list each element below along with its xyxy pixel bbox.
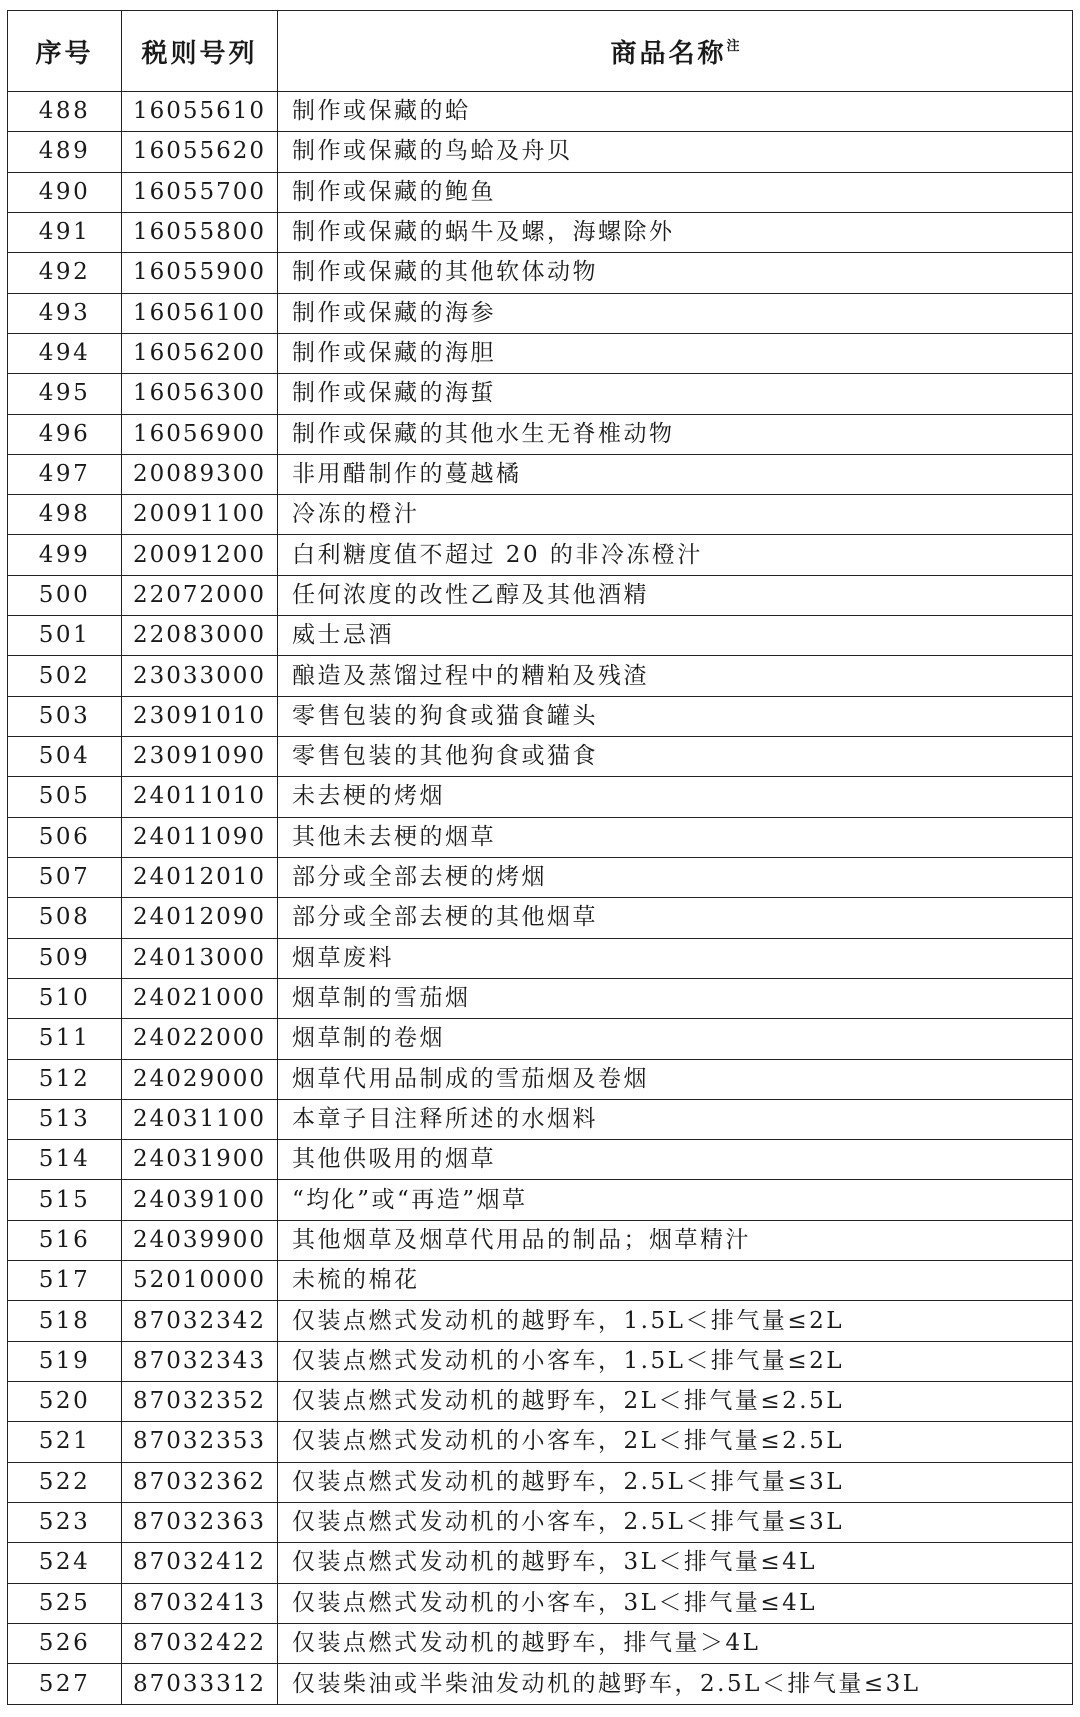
product-name-cell: 其他烟草及烟草代用品的制品；烟草精汁 xyxy=(278,1220,1073,1260)
tariff-code-cell: 24029000 xyxy=(122,1059,278,1099)
tariff-code-cell: 16056300 xyxy=(122,374,278,414)
product-name-cell: 部分或全部去梗的其他烟草 xyxy=(278,898,1073,938)
serial-number-cell: 491 xyxy=(8,212,122,252)
product-name-cell: 仅装点燃式发动机的小客车，2L＜排气量≤2.5L xyxy=(278,1422,1073,1462)
table-row xyxy=(8,1583,1073,1623)
tariff-code-cell: 16055610 xyxy=(122,92,278,132)
serial-number-cell: 517 xyxy=(8,1261,122,1301)
product-name-cell: 酿造及蒸馏过程中的糟粕及残渣 xyxy=(278,656,1073,696)
table-row xyxy=(8,1462,1073,1502)
product-name-cell: 制作或保藏的海参 xyxy=(278,293,1073,333)
table-row xyxy=(8,1502,1073,1542)
product-name-cell: 制作或保藏的鲍鱼 xyxy=(278,172,1073,212)
table-row xyxy=(8,1099,1073,1139)
product-name-cell: “均化”或“再造”烟草 xyxy=(278,1180,1073,1220)
header-serial-number: 序号 xyxy=(8,11,122,92)
tariff-code-cell: 87032412 xyxy=(122,1543,278,1583)
serial-number-cell: 508 xyxy=(8,898,122,938)
table-row xyxy=(8,1261,1073,1301)
table-row xyxy=(8,575,1073,615)
table-row xyxy=(8,495,1073,535)
tariff-code-cell: 20091100 xyxy=(122,495,278,535)
tariff-code-cell: 24039100 xyxy=(122,1180,278,1220)
tariff-code-cell: 24012010 xyxy=(122,857,278,897)
tariff-code-cell: 20089300 xyxy=(122,454,278,494)
product-name-cell: 零售包装的其他狗食或猫食 xyxy=(278,737,1073,777)
header-note-mark: 注 xyxy=(726,38,740,54)
header-tariff-code: 税则号列 xyxy=(122,11,278,92)
table-row xyxy=(8,817,1073,857)
table-row xyxy=(8,616,1073,656)
product-name-cell: 仅装点燃式发动机的小客车，1.5L＜排气量≤2L xyxy=(278,1341,1073,1381)
product-name-cell: 制作或保藏的其他水生无脊椎动物 xyxy=(278,414,1073,454)
table-row xyxy=(8,132,1073,172)
table-row xyxy=(8,1180,1073,1220)
serial-number-cell: 490 xyxy=(8,172,122,212)
table-row xyxy=(8,333,1073,373)
serial-number-cell: 488 xyxy=(8,92,122,132)
serial-number-cell: 518 xyxy=(8,1301,122,1341)
serial-number-cell: 519 xyxy=(8,1341,122,1381)
table-header xyxy=(8,11,1073,92)
product-name-cell: 威士忌酒 xyxy=(278,616,1073,656)
tariff-code-cell: 16056900 xyxy=(122,414,278,454)
serial-number-cell: 510 xyxy=(8,978,122,1018)
table-row xyxy=(8,293,1073,333)
serial-number-cell: 499 xyxy=(8,535,122,575)
serial-number-cell: 521 xyxy=(8,1422,122,1462)
tariff-code-cell: 16055700 xyxy=(122,172,278,212)
serial-number-cell: 507 xyxy=(8,857,122,897)
table-row xyxy=(8,92,1073,132)
serial-number-cell: 506 xyxy=(8,817,122,857)
header-product-name xyxy=(278,11,1073,92)
product-name-cell: 制作或保藏的蛤 xyxy=(278,92,1073,132)
tariff-code-cell: 20091200 xyxy=(122,535,278,575)
table-row xyxy=(8,1301,1073,1341)
serial-number-cell: 509 xyxy=(8,938,122,978)
tariff-code-cell: 24011010 xyxy=(122,777,278,817)
table-row xyxy=(8,414,1073,454)
product-name-cell: 仅装点燃式发动机的小客车，2.5L＜排气量≤3L xyxy=(278,1502,1073,1542)
table-row xyxy=(8,1341,1073,1381)
tariff-code-cell: 22083000 xyxy=(122,616,278,656)
table-row xyxy=(8,374,1073,414)
product-name-cell: 烟草代用品制成的雪茄烟及卷烟 xyxy=(278,1059,1073,1099)
tariff-code-cell: 87032362 xyxy=(122,1462,278,1502)
serial-number-cell: 514 xyxy=(8,1140,122,1180)
serial-number-cell: 501 xyxy=(8,616,122,656)
table-row xyxy=(8,1220,1073,1260)
product-name-cell: 仅装柴油或半柴油发动机的越野车，2.5L＜排气量≤3L xyxy=(278,1664,1073,1705)
header-product-name-text: 商品名称 xyxy=(610,38,727,69)
serial-number-cell: 525 xyxy=(8,1583,122,1623)
product-name-cell: 仅装点燃式发动机的小客车，3L＜排气量≤4L xyxy=(278,1583,1073,1623)
serial-number-cell: 497 xyxy=(8,454,122,494)
tariff-code-cell: 23033000 xyxy=(122,656,278,696)
tariff-code-cell: 24031900 xyxy=(122,1140,278,1180)
product-name-cell: 仅装点燃式发动机的越野车，2.5L＜排气量≤3L xyxy=(278,1462,1073,1502)
serial-number-cell: 515 xyxy=(8,1180,122,1220)
tariff-code-cell: 24031100 xyxy=(122,1099,278,1139)
tariff-code-cell: 24011090 xyxy=(122,817,278,857)
table-row xyxy=(8,253,1073,293)
tariff-code-cell: 23091010 xyxy=(122,696,278,736)
tariff-code-cell: 24012090 xyxy=(122,898,278,938)
serial-number-cell: 512 xyxy=(8,1059,122,1099)
product-name-cell: 仅装点燃式发动机的越野车，2L＜排气量≤2.5L xyxy=(278,1382,1073,1422)
product-name-cell: 制作或保藏的鸟蛤及舟贝 xyxy=(278,132,1073,172)
serial-number-cell: 494 xyxy=(8,333,122,373)
tariff-code-cell: 87033312 xyxy=(122,1664,278,1705)
table-row xyxy=(8,857,1073,897)
product-name-cell: 仅装点燃式发动机的越野车，排气量＞4L xyxy=(278,1623,1073,1663)
tariff-code-cell: 22072000 xyxy=(122,575,278,615)
product-name-cell: 制作或保藏的蜗牛及螺，海螺除外 xyxy=(278,212,1073,252)
tariff-code-cell: 16056200 xyxy=(122,333,278,373)
product-name-cell: 非用醋制作的蔓越橘 xyxy=(278,454,1073,494)
serial-number-cell: 489 xyxy=(8,132,122,172)
serial-number-cell: 495 xyxy=(8,374,122,414)
product-name-cell: 其他未去梗的烟草 xyxy=(278,817,1073,857)
table-row xyxy=(8,1382,1073,1422)
tariff-code-cell: 87032363 xyxy=(122,1502,278,1542)
product-name-cell: 部分或全部去梗的烤烟 xyxy=(278,857,1073,897)
serial-number-cell: 511 xyxy=(8,1019,122,1059)
serial-number-cell: 513 xyxy=(8,1099,122,1139)
product-name-cell: 未梳的棉花 xyxy=(278,1261,1073,1301)
product-name-cell: 制作或保藏的海胆 xyxy=(278,333,1073,373)
product-name-cell: 制作或保藏的海蜇 xyxy=(278,374,1073,414)
tariff-code-cell: 87032342 xyxy=(122,1301,278,1341)
table-row xyxy=(8,172,1073,212)
table-row xyxy=(8,1019,1073,1059)
tariff-code-cell: 16055900 xyxy=(122,253,278,293)
table-row xyxy=(8,1543,1073,1583)
table-row xyxy=(8,737,1073,777)
product-name-cell: 未去梗的烤烟 xyxy=(278,777,1073,817)
tariff-code-cell: 87032413 xyxy=(122,1583,278,1623)
tariff-code-cell: 24022000 xyxy=(122,1019,278,1059)
serial-number-cell: 526 xyxy=(8,1623,122,1663)
table-row xyxy=(8,454,1073,494)
tariff-code-cell: 87032353 xyxy=(122,1422,278,1462)
table-row xyxy=(8,898,1073,938)
tariff-code-cell: 16055620 xyxy=(122,132,278,172)
product-name-cell: 零售包装的狗食或猫食罐头 xyxy=(278,696,1073,736)
product-name-cell: 制作或保藏的其他软体动物 xyxy=(278,253,1073,293)
table-row xyxy=(8,212,1073,252)
table-body xyxy=(8,92,1073,1705)
table-row xyxy=(8,1140,1073,1180)
table-row xyxy=(8,1422,1073,1462)
tariff-code-cell: 52010000 xyxy=(122,1261,278,1301)
serial-number-cell: 496 xyxy=(8,414,122,454)
tariff-code-cell: 16055800 xyxy=(122,212,278,252)
tariff-code-cell: 24021000 xyxy=(122,978,278,1018)
tariff-code-cell: 16056100 xyxy=(122,293,278,333)
table-row xyxy=(8,535,1073,575)
table-row xyxy=(8,777,1073,817)
serial-number-cell: 493 xyxy=(8,293,122,333)
serial-number-cell: 502 xyxy=(8,656,122,696)
product-name-cell: 冷冻的橙汁 xyxy=(278,495,1073,535)
product-name-cell: 仅装点燃式发动机的越野车，3L＜排气量≤4L xyxy=(278,1543,1073,1583)
product-name-cell: 仅装点燃式发动机的越野车，1.5L＜排气量≤2L xyxy=(278,1301,1073,1341)
serial-number-cell: 498 xyxy=(8,495,122,535)
serial-number-cell: 527 xyxy=(8,1664,122,1705)
table-row xyxy=(8,978,1073,1018)
serial-number-cell: 503 xyxy=(8,696,122,736)
tariff-code-cell: 24013000 xyxy=(122,938,278,978)
serial-number-cell: 516 xyxy=(8,1220,122,1260)
table-row xyxy=(8,1664,1073,1705)
product-name-cell: 任何浓度的改性乙醇及其他酒精 xyxy=(278,575,1073,615)
tariff-code-cell: 23091090 xyxy=(122,737,278,777)
serial-number-cell: 522 xyxy=(8,1462,122,1502)
tariff-code-cell: 87032352 xyxy=(122,1382,278,1422)
tariff-table xyxy=(7,10,1073,1705)
serial-number-cell: 504 xyxy=(8,737,122,777)
tariff-table-sheet xyxy=(7,10,1073,1705)
product-name-cell: 烟草废料 xyxy=(278,938,1073,978)
table-row xyxy=(8,1059,1073,1099)
serial-number-cell: 500 xyxy=(8,575,122,615)
serial-number-cell: 492 xyxy=(8,253,122,293)
serial-number-cell: 524 xyxy=(8,1543,122,1583)
header-row xyxy=(8,11,1073,92)
product-name-cell: 本章子目注释所述的水烟料 xyxy=(278,1099,1073,1139)
product-name-cell: 烟草制的雪茄烟 xyxy=(278,978,1073,1018)
product-name-cell: 白利糖度值不超过 20 的非冷冻橙汁 xyxy=(278,535,1073,575)
serial-number-cell: 505 xyxy=(8,777,122,817)
serial-number-cell: 520 xyxy=(8,1382,122,1422)
table-row xyxy=(8,656,1073,696)
serial-number-cell: 523 xyxy=(8,1502,122,1542)
tariff-code-cell: 87032343 xyxy=(122,1341,278,1381)
tariff-code-cell: 24039900 xyxy=(122,1220,278,1260)
table-row xyxy=(8,1623,1073,1663)
table-row xyxy=(8,696,1073,736)
product-name-cell: 烟草制的卷烟 xyxy=(278,1019,1073,1059)
tariff-code-cell: 87032422 xyxy=(122,1623,278,1663)
product-name-cell: 其他供吸用的烟草 xyxy=(278,1140,1073,1180)
table-row xyxy=(8,938,1073,978)
